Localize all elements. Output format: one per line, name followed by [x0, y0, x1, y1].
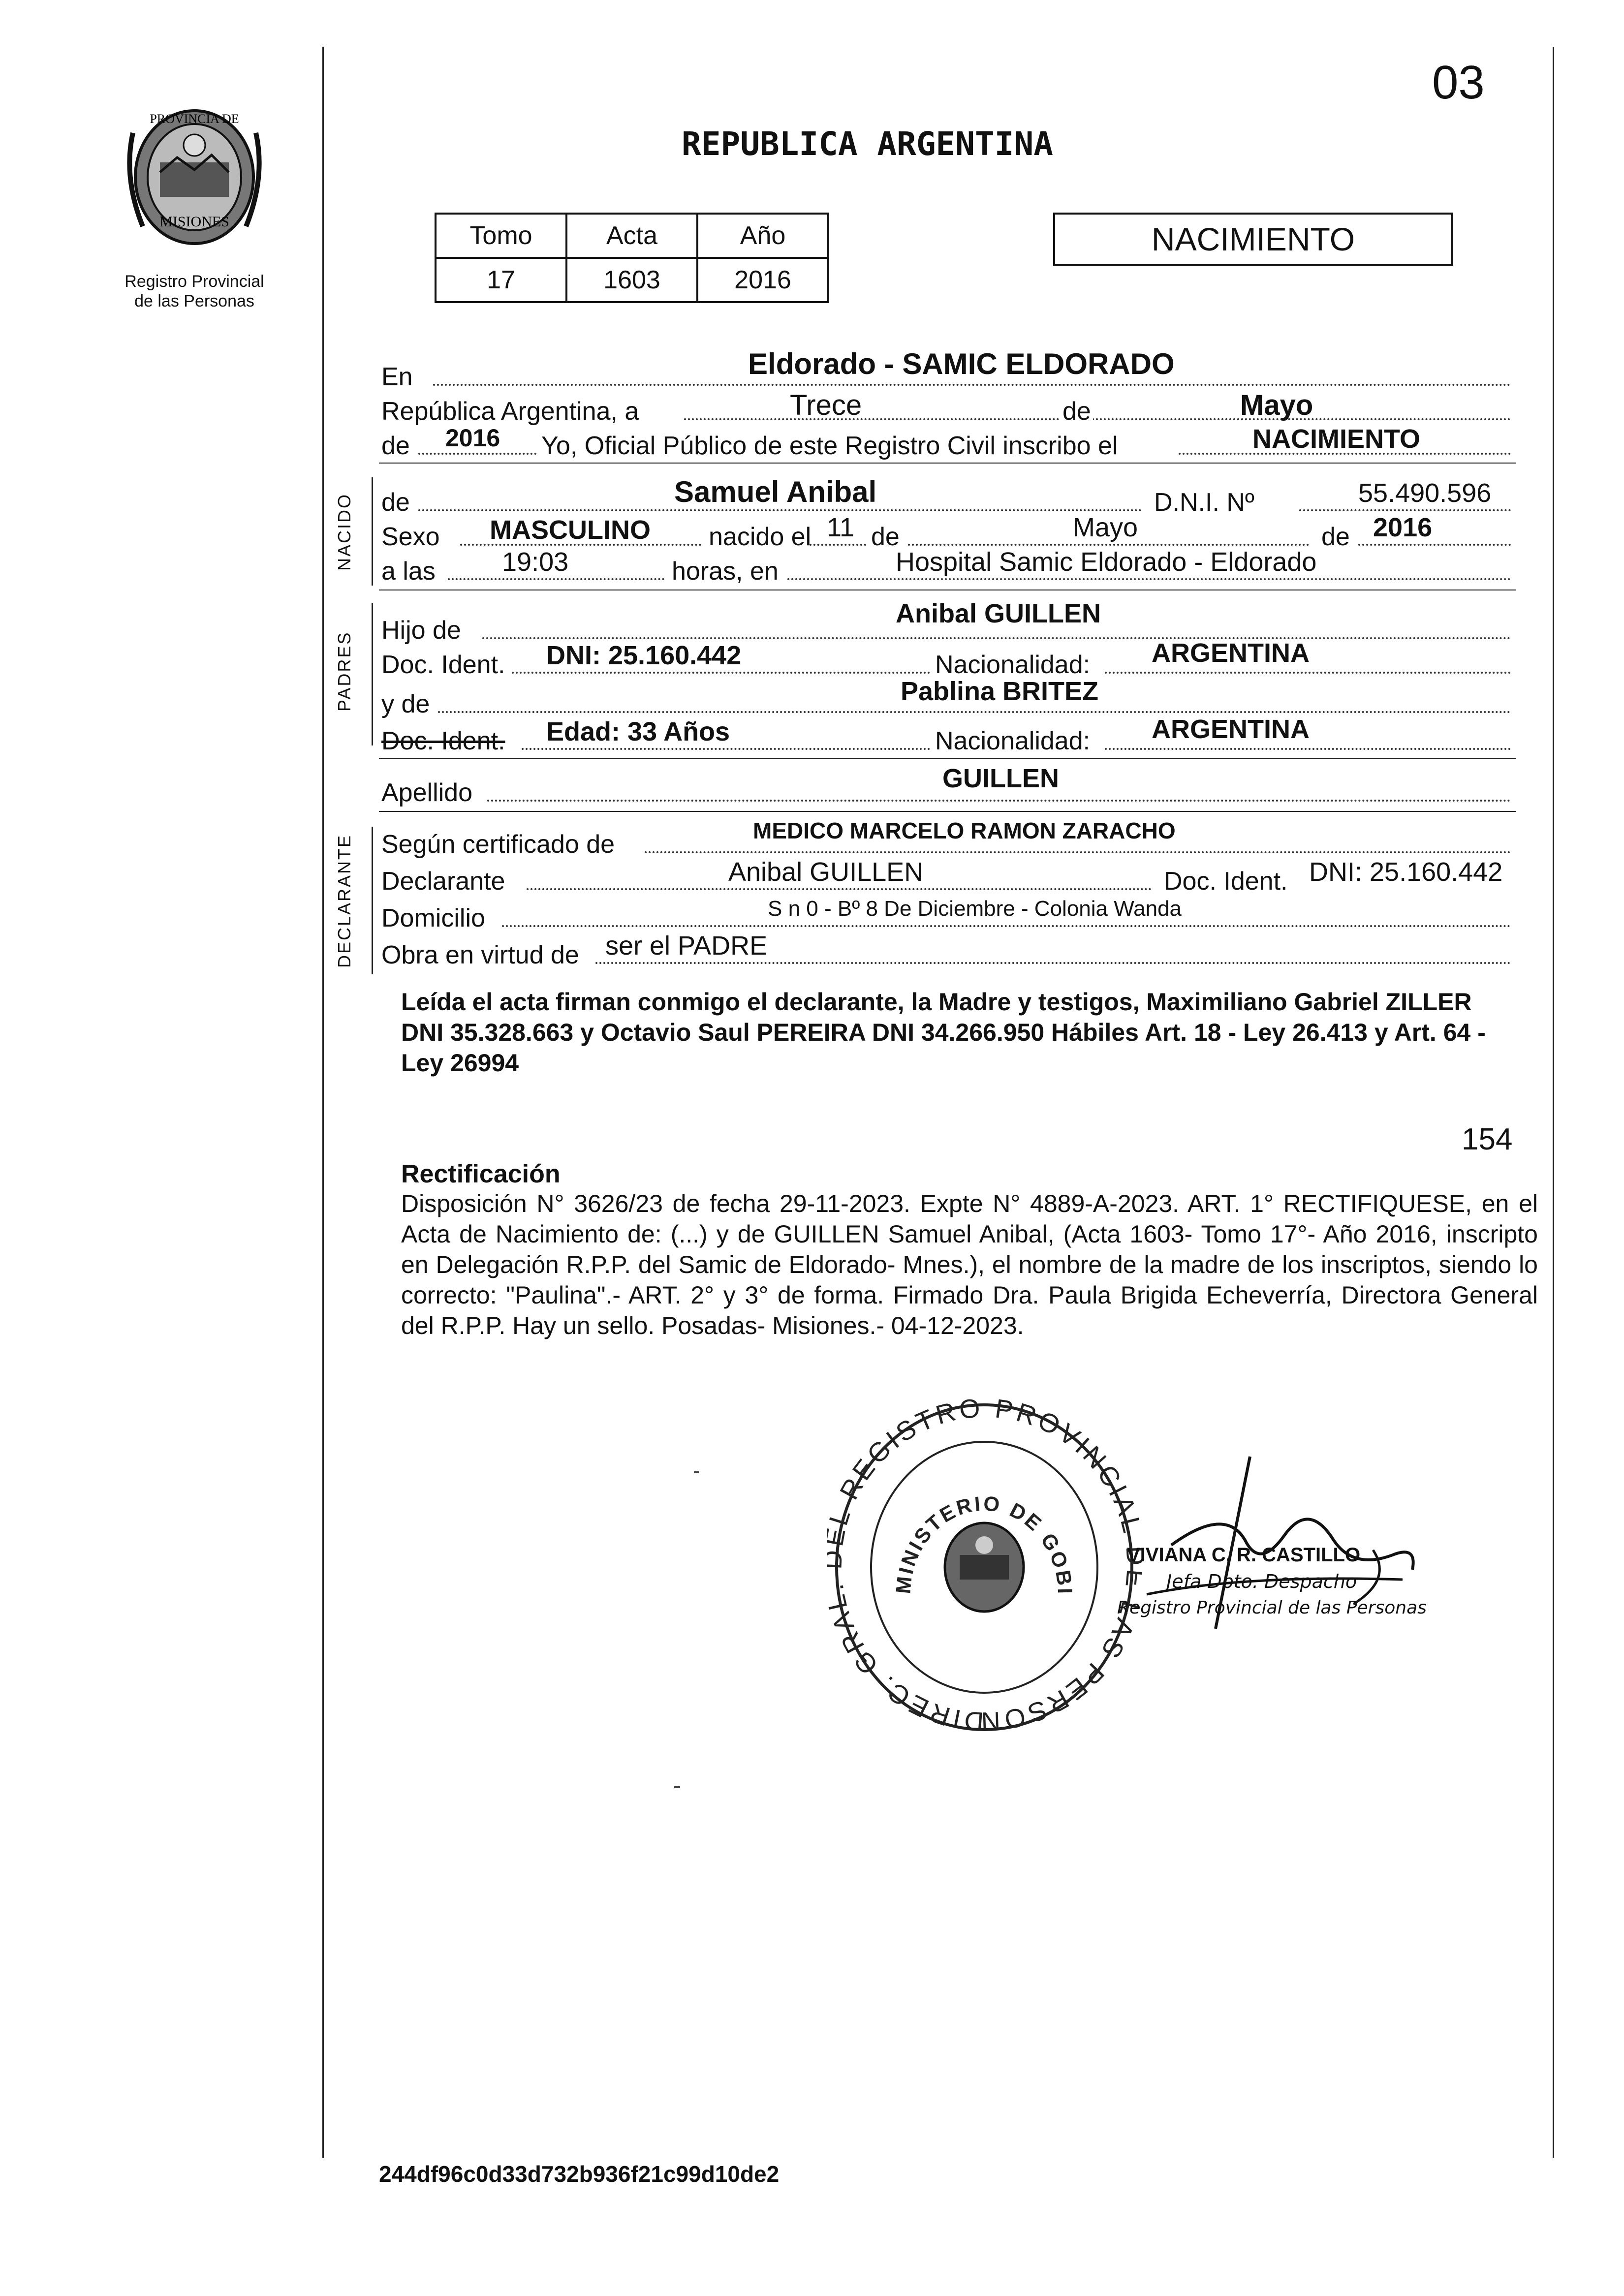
left-margin-line [322, 47, 324, 2158]
father-doc-dots [512, 672, 930, 674]
certificado-value: MEDICO MARCELO RAMON ZARACHO [753, 818, 1176, 843]
domicilio-label: Domicilio [381, 904, 485, 932]
father-doc-value: DNI: 25.160.442 [546, 641, 742, 670]
month-value: Mayo [1240, 389, 1313, 421]
declarante-doc: DNI: 25.160.442 [1309, 857, 1503, 887]
country-title: REPUBLICA ARGENTINA [682, 125, 1053, 163]
certificado-label: Según certificado de [381, 830, 615, 859]
father-name: Anibal GUILLEN [896, 599, 1101, 628]
logo-top-text: PROVINCIA DE [150, 112, 239, 126]
obra-label: Obra en virtud de [381, 941, 579, 969]
nacido-el-label: nacido el [709, 523, 812, 551]
mother-dots [438, 711, 1511, 713]
father-nat-label: Nacionalidad: [935, 651, 1091, 679]
rectificacion-title: Rectificación [401, 1160, 561, 1188]
declarante-value: Anibal GUILLEN [728, 857, 924, 887]
record-table [435, 213, 829, 303]
mother-nat-label: Nacionalidad: [935, 727, 1091, 755]
padres-section-label: PADRES [334, 631, 354, 712]
stamp-name: VIVIANA C. R. CASTILLO [1127, 1544, 1361, 1566]
divider-3 [379, 758, 1516, 759]
record-type-box [1053, 213, 1453, 266]
republica-label: República Argentina, a [381, 397, 639, 426]
de-label: de [1061, 399, 1093, 424]
mother-age-dots [522, 748, 930, 750]
act-value: NACIMIENTO [1252, 424, 1421, 454]
name-dots [418, 509, 1142, 511]
alas-label: a las [381, 557, 436, 586]
apellido-dots [487, 800, 1511, 802]
birth-day: 11 [827, 513, 855, 542]
province-logo [123, 103, 266, 251]
father-nat-dots [1105, 672, 1511, 674]
closing-text: Leída el acta firman conmigo el declarante, la Madre y testigos, Maximiliano Gabriel ZILLER DNI 35.328.663 y Octavio Saul PEREIRA DNI 34.266.950 Hábiles Art. 18 - Ley 26.413 y Art. 64 - Ley 26994 [401, 988, 1486, 1077]
mother-age: Edad: 33 Años [546, 717, 730, 746]
speck-1 [694, 1471, 699, 1473]
sexo-label: Sexo [381, 523, 440, 551]
mother-doc-label-struck: Doc. Ident. [381, 727, 505, 755]
registry-name-line1: Registro Provincial [125, 272, 264, 291]
birth-year-dots [1358, 544, 1511, 546]
mother-nat-dots [1105, 748, 1511, 750]
child-name: Samuel Anibal [674, 475, 877, 508]
oficial-text: Yo, Oficial Público de este Registro Civil inscribo el [541, 432, 1118, 460]
domicilio-dots [502, 925, 1511, 927]
stamp-office: Registro Provincial de las Personas [1117, 1598, 1427, 1618]
official-seal [827, 1397, 1142, 1737]
anio-header: Año [697, 214, 828, 258]
birth-year: 2016 [1373, 513, 1433, 542]
apellido-label: Apellido [381, 778, 473, 807]
year-value: 2016 [445, 424, 500, 452]
birth-month: Mayo [1073, 513, 1138, 542]
tomo-value: 17 [436, 258, 566, 302]
registry-name-line2: de las Personas [134, 292, 254, 310]
en-value: Eldorado - SAMIC ELDORADO [748, 347, 1175, 380]
acta-value: 1603 [566, 258, 697, 302]
declarante-label: Declarante [381, 867, 505, 896]
nacido-de-label-3: de [1321, 523, 1350, 551]
seal-outer-text: DIREC. GRA L REGISTRO PROVINCIA AS PERSON [827, 1397, 1142, 1737]
speck-2 [674, 1786, 680, 1788]
declarante-doc-label: Doc. Ident. [1164, 867, 1288, 896]
divider-4 [379, 811, 1516, 812]
logo-bottom-text: MISIONES [159, 214, 229, 230]
apellido-value: GUILLEN [942, 764, 1059, 793]
domicilio-value: S n 0 - Bº 8 De Diciembre - Colonia Wanda [768, 897, 1182, 921]
mother-name: Pablina BRITEZ [901, 677, 1099, 706]
nacido-de-label: de [381, 488, 410, 517]
nacido-bracket [372, 477, 373, 586]
declarante-bracket [372, 827, 373, 974]
horas-label: horas, en [672, 557, 779, 586]
obra-value: ser el PADRE [605, 931, 768, 961]
month-dots [908, 544, 1309, 546]
en-label: En [381, 363, 413, 391]
year-dots [418, 453, 536, 455]
record-type: NACIMIENTO [1151, 221, 1355, 257]
footer-hash: 244df96c0d33d732b936f21c99d10de2 [379, 2161, 780, 2187]
rectificacion-body: Disposición N° 3626/23 de fecha 29-11-2023. Expte N° 4889-A-2023. ART. 1° RECTIFIQUESE, en el Acta de Nacimiento de: (...) y de GUILLEN Samuel Anibal, (Acta 1603- Tomo 17°- Año 2016, inscripto en Delegación R.P.P. del Samic de Eldorado- Mnes.), el nombre de la madre de los inscriptos, siendo lo correcto: "Paulina".- ART. 2° y 3° de forma. Firmado Dra. Paula Brigida Echeverría, Directora General del R.P.P. Hay un sello. Posadas- Misiones.- 04-12-2023. [401, 1190, 1538, 1339]
declarante-section-label: DECLARANTE [334, 834, 354, 968]
nacido-section-label: NACIDO [334, 493, 354, 571]
birth-place: Hospital Samic Eldorado - Eldorado [896, 547, 1317, 577]
page-number: 03 [1432, 56, 1485, 109]
father-nationality: ARGENTINA [1152, 638, 1310, 668]
yde-label: y de [381, 690, 430, 718]
acta-header: Acta [566, 214, 697, 258]
nacido-de-label-2: de [871, 523, 900, 551]
father-dots [482, 637, 1511, 639]
declarante-dots [527, 888, 1152, 890]
dni-label: D.N.I. Nº [1154, 488, 1254, 517]
divider-1 [379, 463, 1516, 464]
mother-nationality: ARGENTINA [1152, 714, 1310, 744]
padres-bracket [372, 603, 373, 745]
birth-place-dots [787, 578, 1511, 580]
seal-inner-text: MINISTERIO DE GOBI [891, 1491, 1077, 1596]
anio-value: 2016 [697, 258, 828, 302]
sexo-value: MASCULINO [490, 515, 651, 545]
time-dots [448, 578, 664, 580]
stamp-role: Jefa Dpto. Despacho [1166, 1571, 1357, 1592]
obra-dots [595, 962, 1511, 964]
tomo-header: Tomo [436, 214, 566, 258]
rectificacion-number: 154 [1462, 1122, 1513, 1156]
dni-dots [1299, 509, 1511, 511]
day-dots [810, 544, 866, 546]
right-margin-line [1553, 47, 1554, 2158]
en-dots [433, 384, 1511, 386]
child-dni: 55.490.596 [1358, 478, 1492, 508]
birth-time: 19:03 [502, 547, 569, 577]
certificado-dots [645, 851, 1511, 853]
day-value: Trece [790, 389, 862, 421]
hijo-label: Hijo de [381, 616, 461, 645]
de-year-label: de [381, 432, 410, 460]
father-doc-label: Doc. Ident. [381, 651, 505, 679]
